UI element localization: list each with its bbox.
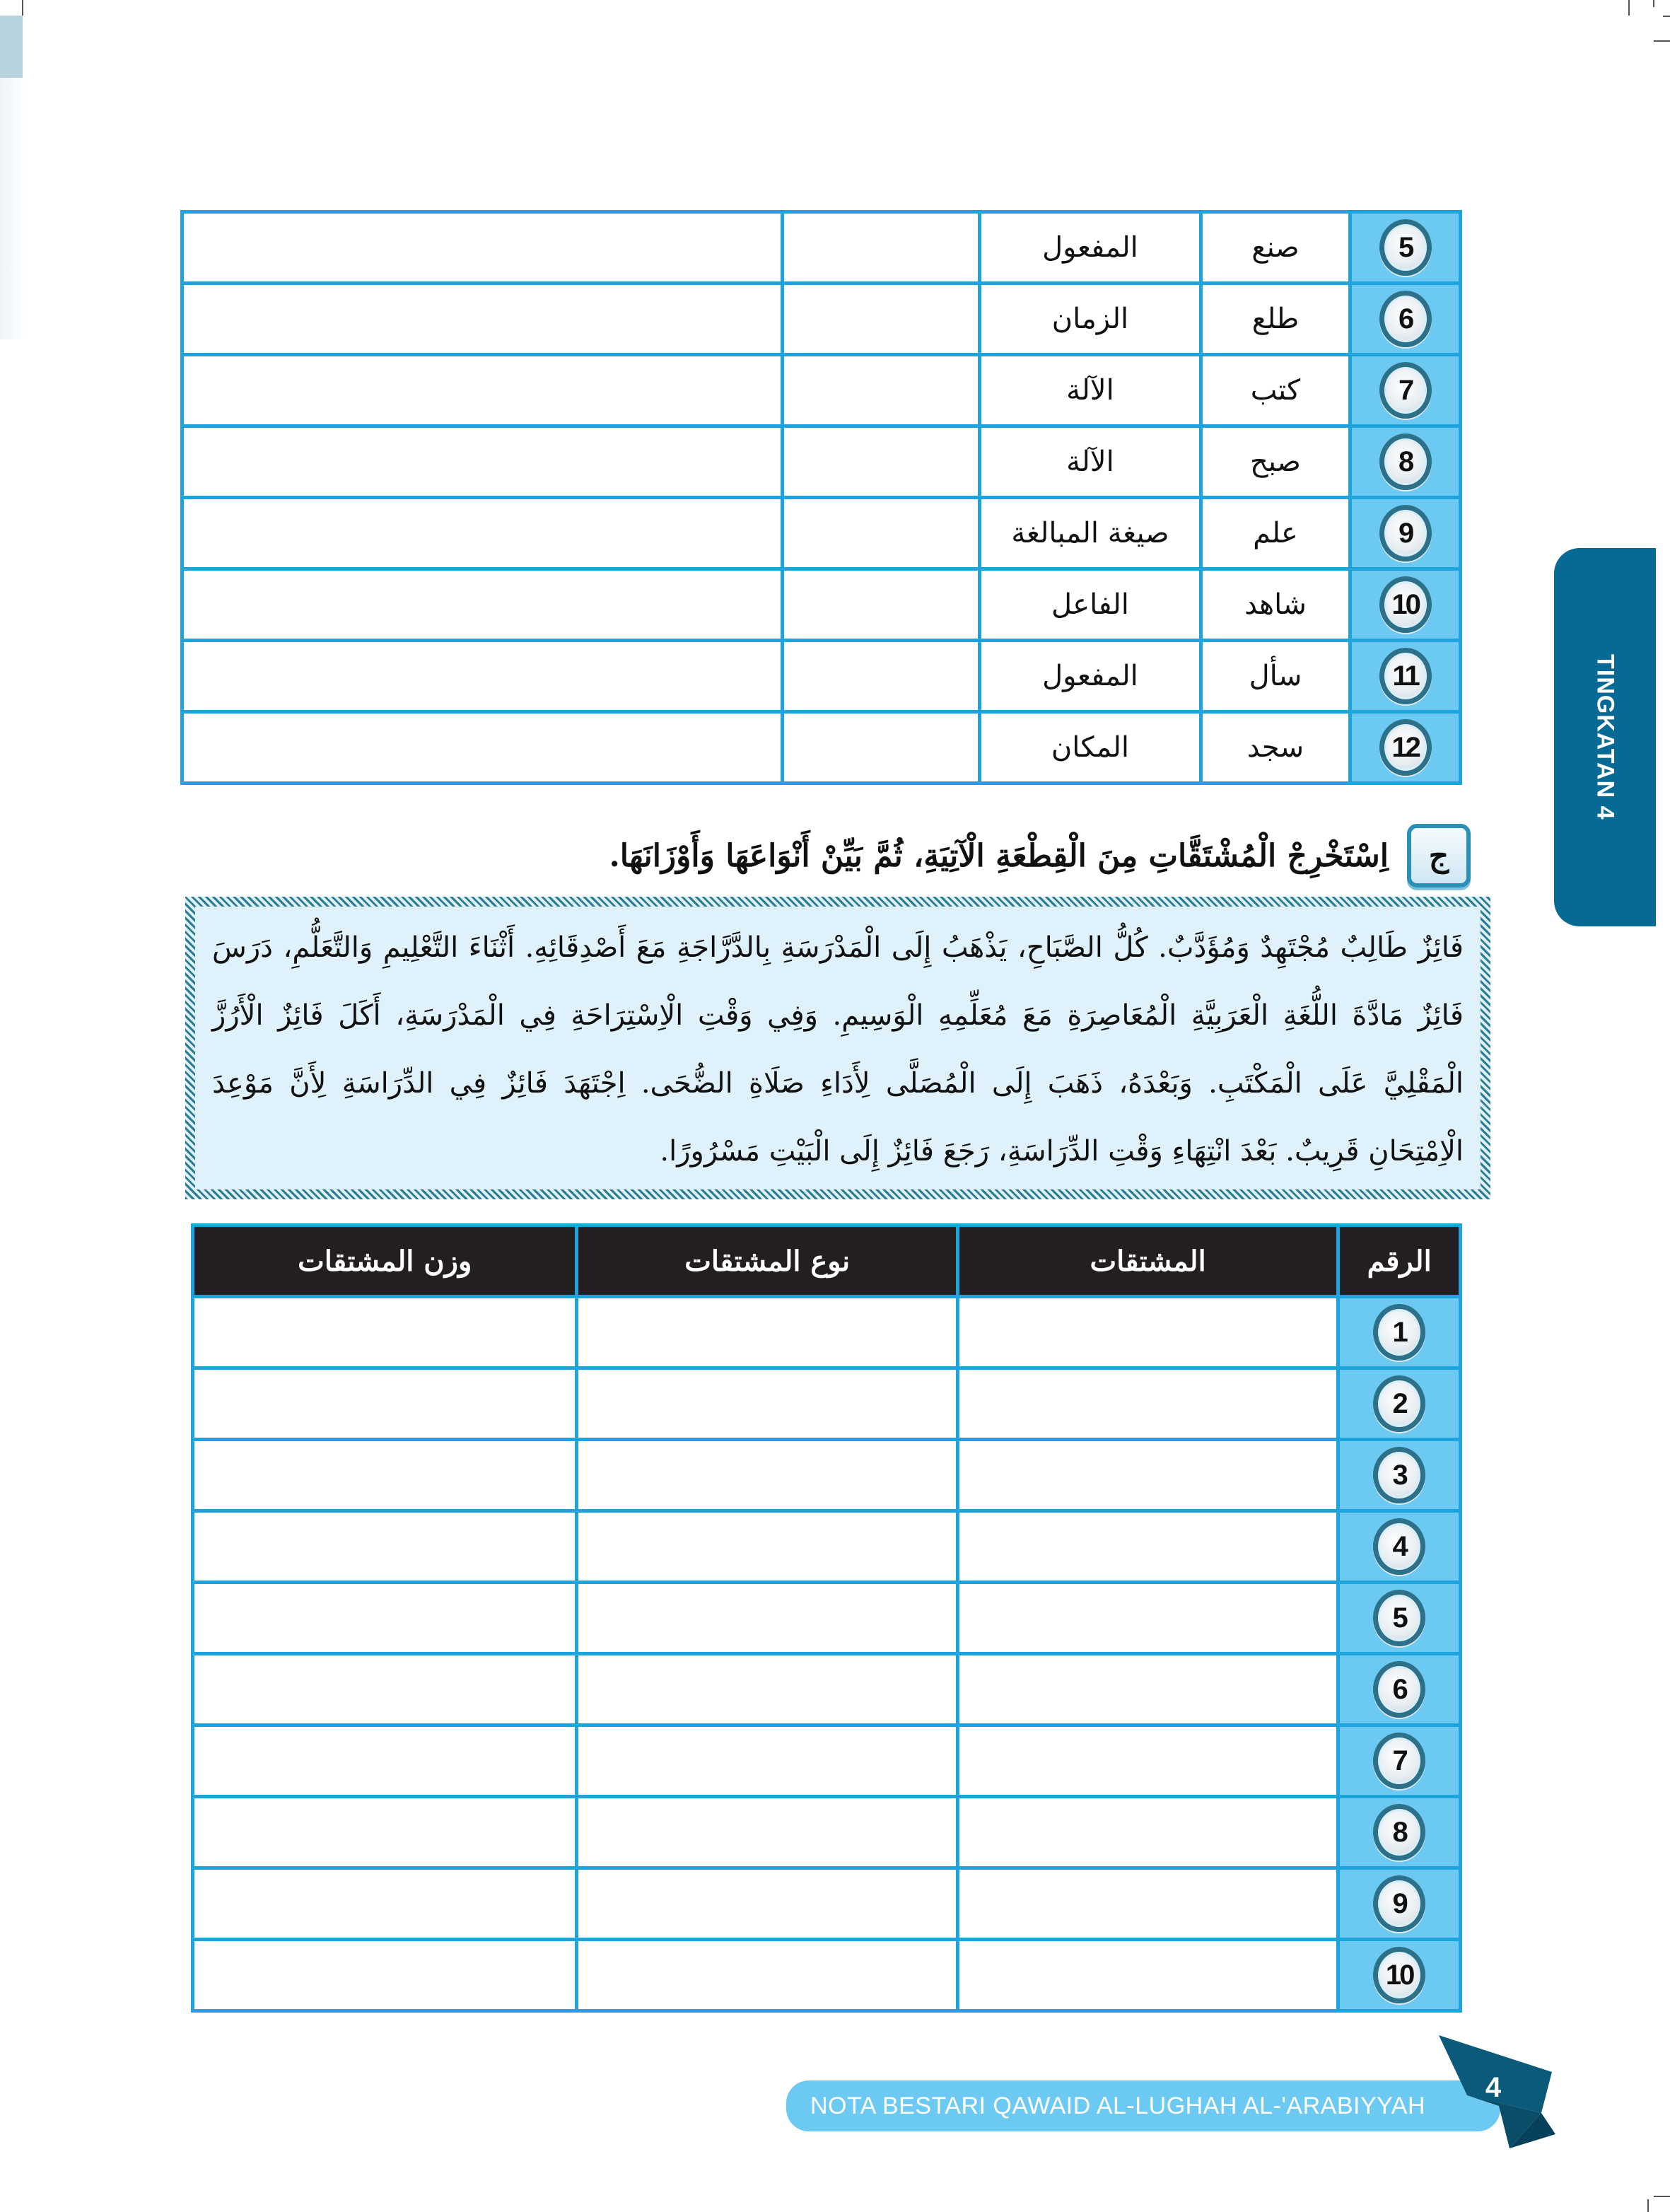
root-cell: صبح: [1201, 426, 1350, 498]
table-row: [193, 1797, 1461, 1868]
type-cell: المفعول: [980, 641, 1201, 712]
pattern-answer-cell[interactable]: [193, 1511, 577, 1583]
exercise-heading: [559, 820, 1471, 891]
page-edge-gradient: [0, 78, 25, 339]
root-cell: علم: [1201, 498, 1350, 569]
crop-mark: [1654, 2196, 1670, 2197]
root-cell: صنع: [1201, 212, 1350, 284]
crop-mark: [1653, 0, 1654, 7]
number-badge-icon: 9: [1373, 1875, 1425, 1932]
header-derivative-pattern: وزن المشتقات: [193, 1226, 577, 1297]
derivative-answer-cell[interactable]: [957, 1797, 1338, 1868]
row-number-cell: [1338, 1511, 1461, 1583]
type-answer-cell[interactable]: [577, 1797, 957, 1868]
number-badge-icon: 7: [1379, 362, 1432, 419]
extra-answer-cell[interactable]: [182, 212, 783, 284]
number-badge-icon: 3: [1373, 1447, 1425, 1503]
extra-answer-cell[interactable]: [182, 284, 783, 355]
book-title: NOTA BESTARI QAWAID AL-LUGHAH AL-'ARABIYYAH: [810, 2092, 1426, 2119]
number-badge-icon: 9: [1379, 505, 1432, 561]
table-row: [193, 1368, 1461, 1440]
row-number-cell: [1338, 1583, 1461, 1654]
extra-answer-cell[interactable]: [182, 426, 783, 498]
pattern-answer-cell[interactable]: [193, 1583, 577, 1654]
table-row: [182, 641, 1461, 712]
pattern-answer-cell[interactable]: [193, 1868, 577, 1940]
derivatives-exercise-table-continued: [180, 210, 1462, 785]
derivative-answer-cell[interactable]: [957, 1868, 1338, 1940]
row-number-cell: [1350, 426, 1461, 498]
row-number-cell: [1338, 1797, 1461, 1868]
type-answer-cell[interactable]: [577, 1868, 957, 1940]
pattern-answer-cell[interactable]: [193, 1440, 577, 1511]
row-number-cell: [1350, 498, 1461, 569]
answer-cell[interactable]: [783, 426, 980, 498]
row-number-cell: [1350, 641, 1461, 712]
root-cell: شاهد: [1201, 569, 1350, 641]
extra-answer-cell[interactable]: [182, 712, 783, 784]
row-number-cell: [1350, 212, 1461, 284]
row-number-cell: [1338, 1940, 1461, 2011]
row-number-cell: [1338, 1654, 1461, 1725]
type-answer-cell[interactable]: [577, 1440, 957, 1511]
number-badge-icon: 10: [1379, 576, 1432, 633]
extra-answer-cell[interactable]: [182, 355, 783, 426]
exercise-letter-badge: ج: [1407, 824, 1471, 887]
table-row: [193, 1940, 1461, 2011]
pattern-answer-cell[interactable]: [193, 1725, 577, 1797]
table-row: [182, 426, 1461, 498]
exercise-instruction: اِسْتَخْرِجْ الْمُشْتَقَّاتِ مِنَ الْقِطْعَةِ الْآتِيَةِ، ثُمَّ بَيِّنْ أَنْوَاعَهَا وَأَوْزَانَهَا.: [609, 837, 1389, 874]
table-row: [182, 569, 1461, 641]
number-badge-icon: 2: [1373, 1375, 1425, 1432]
pattern-answer-cell[interactable]: [193, 1940, 577, 2011]
answer-cell[interactable]: [783, 641, 980, 712]
crop-mark: [1654, 40, 1670, 42]
header-derivative-type: نوع المشتقات: [577, 1226, 957, 1297]
root-cell: سأل: [1201, 641, 1350, 712]
derivative-answer-cell[interactable]: [957, 1511, 1338, 1583]
number-badge-icon: 4: [1373, 1518, 1425, 1575]
table-row: [193, 1654, 1461, 1725]
type-cell: الزمان: [980, 284, 1201, 355]
root-cell: طلع: [1201, 284, 1350, 355]
derivative-answer-cell[interactable]: [957, 1654, 1338, 1725]
table-row: [193, 1511, 1461, 1583]
reading-passage-box: [185, 897, 1490, 1199]
answer-cell[interactable]: [783, 569, 980, 641]
answer-cell[interactable]: [783, 498, 980, 569]
form-level-side-tab: [1554, 548, 1656, 926]
derivative-answer-cell[interactable]: [957, 1725, 1338, 1797]
number-badge-icon: 8: [1379, 433, 1432, 490]
number-badge-icon: 1: [1373, 1304, 1425, 1361]
side-tab-label: TINGKATAN 4: [1592, 654, 1619, 820]
type-answer-cell[interactable]: [577, 1583, 957, 1654]
table-row: [193, 1725, 1461, 1797]
derivative-answer-cell[interactable]: [957, 1940, 1338, 2011]
crop-mark: [1647, 2199, 1649, 2212]
type-cell: الآلة: [980, 355, 1201, 426]
table-row: [182, 284, 1461, 355]
table-row: [182, 498, 1461, 569]
page-number: 4: [1485, 2072, 1502, 2103]
table-row: [193, 1583, 1461, 1654]
passage-text: فَائِزٌ طَالِبٌ مُجْتَهِدٌ وَمُؤَدَّبٌ. كُلُّ الصَّبَاحِ، يَذْهَبُ إِلَى الْمَدْرَسَةِ بِالدَّرَّاجَةِ مَعَ أَصْدِقَائِهِ. أَثْنَاءَ التَّعْلِيمِ وَالتَّعَلُّمِ، دَرَسَ فَائِزٌ مَادَّةَ اللُّغَةِ الْعَرَبِيَّةِ الْمُعَاصِرَةِ مَعَ مُعَلِّمِهِ الْوَسِيمِ. وَفِي وَقْتِ الْاِسْتِرَاحَةِ فِي الْمَدْرَسَةِ، أَكَلَ فَائِزٌ الْأَرُزَّ الْمَقْلِيَّ عَلَى الْمَكْتَبِ. وَبَعْدَهُ، ذَهَبَ إِلَى الْمُصَلَّى لِأَدَاءِ صَلَاةِ الضُّحَى. اِجْتَهَدَ فَائِزٌ فِي الدِّرَاسَةِ لِأَنَّ مَوْعِدَ الْاِمْتِحَانِ قَرِيبٌ. بَعْدَ انْتِهَاءِ وَقْتِ الدِّرَاسَةِ، رَجَعَ فَائِزٌ إِلَى الْبَيْتِ مَسْرُورًا.: [212, 931, 1464, 1168]
derivative-answer-cell[interactable]: [957, 1297, 1338, 1368]
footer-title-band: [786, 2080, 1500, 2131]
number-badge-icon: 6: [1379, 291, 1432, 347]
number-badge-icon: 10: [1373, 1947, 1425, 2003]
extra-answer-cell[interactable]: [182, 641, 783, 712]
table-row: [182, 712, 1461, 784]
type-answer-cell[interactable]: [577, 1725, 957, 1797]
number-badge-icon: 8: [1373, 1804, 1425, 1861]
table-row: [193, 1440, 1461, 1511]
type-answer-cell[interactable]: [577, 1654, 957, 1725]
crop-mark: [1663, 16, 1670, 17]
row-number-cell: [1350, 355, 1461, 426]
type-cell: الآلة: [980, 426, 1201, 498]
pattern-answer-cell[interactable]: [193, 1654, 577, 1725]
type-answer-cell[interactable]: [577, 1511, 957, 1583]
type-cell: المفعول: [980, 212, 1201, 284]
table-row: [193, 1297, 1461, 1368]
number-badge-icon: 7: [1373, 1733, 1425, 1789]
answer-cell[interactable]: [783, 212, 980, 284]
header-derivatives: المشتقات: [957, 1226, 1338, 1297]
row-number-cell: [1338, 1440, 1461, 1511]
derivatives-answer-table: [191, 1223, 1462, 2013]
answer-cell[interactable]: [783, 284, 980, 355]
table-row: [182, 355, 1461, 426]
extra-answer-cell[interactable]: [182, 569, 783, 641]
answer-cell[interactable]: [783, 712, 980, 784]
type-cell: المكان: [980, 712, 1201, 784]
number-badge-icon: 11: [1379, 648, 1432, 704]
root-cell: كتب: [1201, 355, 1350, 426]
table-row: [193, 1868, 1461, 1940]
page-edge-decoration: [0, 16, 23, 78]
number-badge-icon: 5: [1373, 1590, 1425, 1646]
table-row: [182, 212, 1461, 284]
derivative-answer-cell[interactable]: [957, 1368, 1338, 1440]
row-number-cell: [1350, 712, 1461, 784]
answer-cell[interactable]: [783, 355, 980, 426]
derivative-answer-cell[interactable]: [957, 1440, 1338, 1511]
derivative-answer-cell[interactable]: [957, 1583, 1338, 1654]
row-number-cell: [1350, 284, 1461, 355]
number-badge-icon: 6: [1373, 1661, 1425, 1718]
crop-mark: [22, 0, 23, 16]
table-header-row: [193, 1226, 1461, 1297]
pattern-answer-cell[interactable]: [193, 1368, 577, 1440]
crop-mark: [1628, 0, 1630, 16]
pattern-answer-cell[interactable]: [193, 1797, 577, 1868]
row-number-cell: [1338, 1868, 1461, 1940]
type-cell: الفاعل: [980, 569, 1201, 641]
type-answer-cell[interactable]: [577, 1297, 957, 1368]
root-cell: سجد: [1201, 712, 1350, 784]
number-badge-icon: 5: [1379, 219, 1432, 276]
row-number-cell: [1338, 1368, 1461, 1440]
pattern-answer-cell[interactable]: [193, 1297, 577, 1368]
type-answer-cell[interactable]: [577, 1368, 957, 1440]
type-answer-cell[interactable]: [577, 1940, 957, 2011]
row-number-cell: [1338, 1297, 1461, 1368]
number-badge-icon: 12: [1379, 719, 1432, 776]
row-number-cell: [1338, 1725, 1461, 1797]
extra-answer-cell[interactable]: [182, 498, 783, 569]
type-cell: صيغة المبالغة: [980, 498, 1201, 569]
header-number: الرقم: [1338, 1226, 1461, 1297]
row-number-cell: [1350, 569, 1461, 641]
